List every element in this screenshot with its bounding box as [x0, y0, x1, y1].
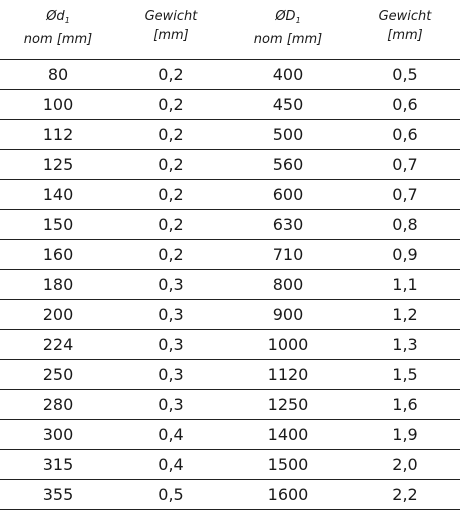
header-row: [0, 0, 460, 60]
weight-1-cell: 0,3: [116, 270, 226, 300]
weight-2-cell: 0,7: [350, 150, 460, 180]
d1-cell: 112: [0, 120, 116, 150]
header-weight-1-label: Gewicht: [144, 9, 198, 24]
header-d1-unit: nom [mm]: [23, 32, 93, 47]
table-header: [0, 0, 460, 60]
d1-cell: 355: [0, 480, 116, 510]
weight-2-cell: 0,7: [350, 180, 460, 210]
table-row: [0, 330, 460, 360]
table-row: [0, 390, 460, 420]
weight-2-cell: 0,6: [350, 120, 460, 150]
D1-cell: 1500: [226, 450, 350, 480]
weight-2-cell: 2,2: [350, 480, 460, 510]
weight-1-cell: 0,3: [116, 330, 226, 360]
D1-cell: 600: [226, 180, 350, 210]
table-row: [0, 150, 460, 180]
D1-cell: 560: [226, 150, 350, 180]
weight-1-cell: 0,2: [116, 180, 226, 210]
table-row: [0, 210, 460, 240]
weight-1-cell: 0,5: [116, 480, 226, 510]
D1-cell: 1600: [226, 480, 350, 510]
header-weight-1-unit: [mm]: [153, 28, 189, 43]
weight-1-cell: 0,3: [116, 360, 226, 390]
table-row: [0, 270, 460, 300]
table-row: [0, 480, 460, 510]
d1-cell: 315: [0, 450, 116, 480]
weight-2-cell: 0,6: [350, 90, 460, 120]
D1-cell: 500: [226, 120, 350, 150]
weight-2-cell: 1,2: [350, 300, 460, 330]
D1-cell: 1400: [226, 420, 350, 450]
table-row: [0, 300, 460, 330]
weight-2-cell: 1,5: [350, 360, 460, 390]
table-row: [0, 420, 460, 450]
D1-cell: 900: [226, 300, 350, 330]
weight-2-cell: 2,0: [350, 450, 460, 480]
D1-cell: 400: [226, 60, 350, 90]
D1-cell: 1250: [226, 390, 350, 420]
table-row: [0, 240, 460, 270]
d1-cell: 140: [0, 180, 116, 210]
weight-1-cell: 0,2: [116, 90, 226, 120]
d1-cell: 160: [0, 240, 116, 270]
d1-cell: 200: [0, 300, 116, 330]
d1-cell: 300: [0, 420, 116, 450]
weight-2-cell: 1,3: [350, 330, 460, 360]
table-row: [0, 90, 460, 120]
weight-1-cell: 0,2: [116, 60, 226, 90]
header-nominal-diameter-d1: [0, 0, 116, 60]
weight-2-cell: 1,1: [350, 270, 460, 300]
d1-cell: 150: [0, 210, 116, 240]
header-nominal-diameter-D1: [226, 0, 350, 60]
weight-1-cell: 0,2: [116, 240, 226, 270]
header-D1-subscript: 1: [295, 16, 301, 25]
d1-cell: 100: [0, 90, 116, 120]
header-weight-2-label: Gewicht: [378, 9, 432, 24]
weight-1-cell: 0,2: [116, 120, 226, 150]
header-D1-unit: nom [mm]: [253, 32, 323, 47]
table-body: [0, 60, 460, 510]
weight-1-cell: 0,4: [116, 420, 226, 450]
table-row: [0, 360, 460, 390]
header-weight-2-unit: [mm]: [387, 28, 423, 43]
weight-1-cell: 0,3: [116, 390, 226, 420]
d1-cell: 250: [0, 360, 116, 390]
d1-cell: 280: [0, 390, 116, 420]
D1-cell: 1120: [226, 360, 350, 390]
d1-cell: 125: [0, 150, 116, 180]
table-row: [0, 180, 460, 210]
header-weight-2: [350, 0, 460, 60]
weight-2-cell: 0,5: [350, 60, 460, 90]
weight-2-cell: 1,9: [350, 420, 460, 450]
D1-cell: 630: [226, 210, 350, 240]
weight-1-cell: 0,4: [116, 450, 226, 480]
header-d1-symbol: Ød: [46, 9, 65, 24]
d1-cell: 224: [0, 330, 116, 360]
weight-1-cell: 0,3: [116, 300, 226, 330]
weight-1-cell: 0,2: [116, 210, 226, 240]
table-row: [0, 450, 460, 480]
D1-cell: 800: [226, 270, 350, 300]
D1-cell: 710: [226, 240, 350, 270]
D1-cell: 450: [226, 90, 350, 120]
header-D1-symbol: ØD: [275, 9, 296, 24]
header-d1-subscript: 1: [64, 16, 70, 25]
weight-2-cell: 0,9: [350, 240, 460, 270]
header-weight-1: [116, 0, 226, 60]
weight-1-cell: 0,2: [116, 150, 226, 180]
D1-cell: 1000: [226, 330, 350, 360]
d1-cell: 180: [0, 270, 116, 300]
table-row: [0, 60, 460, 90]
weight-2-cell: 0,8: [350, 210, 460, 240]
table-row: [0, 120, 460, 150]
d1-cell: 80: [0, 60, 116, 90]
weight-2-cell: 1,6: [350, 390, 460, 420]
